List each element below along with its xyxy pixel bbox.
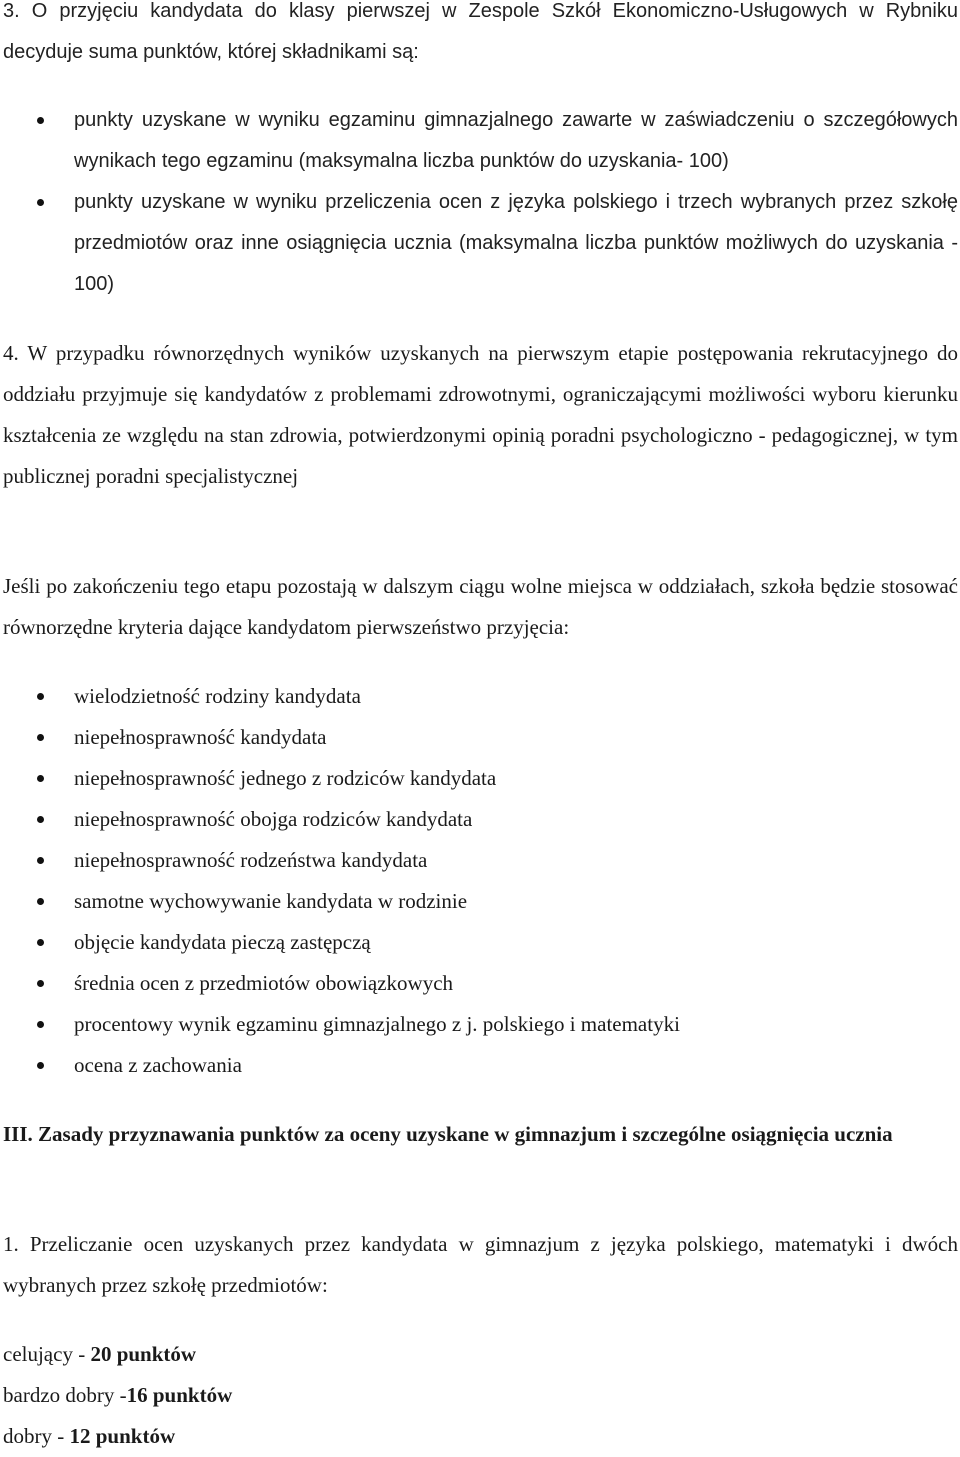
grade-row [3,1334,958,1375]
bullet-icon [37,775,44,782]
bullet-icon [37,898,44,905]
followup-paragraph: Jeśli po zakończeniu tego etapu pozostają w dalszym ciągu wolne miejsca w oddziałach, szkoła będzie stosować równorzędne kryteria dające kandydatom pierwszeństwo przyjęcia: [3,574,958,639]
list-item-text: niepełnosprawność kandydata [74,725,327,749]
list-item-text: ocena z zachowania [74,1053,242,1077]
list-item [3,100,958,182]
list-item [3,881,958,922]
list-item-text: punkty uzyskane w wyniku egzaminu gimnazjalnego zawarte w zaświadczeniu o szczegółowych wynikach tego egzaminu (maksymalna liczba punktów do uzyskania- 100) [74,109,958,172]
section-iii-heading: III. Zasady przyznawania punktów za oceny uzyskane w gimnazjum i szczególne osiągnięcia ucznia [3,1122,893,1146]
grade-label: bardzo dobry - [3,1383,127,1407]
list-item-text: niepełnosprawność jednego z rodziców kandydata [74,766,497,790]
list-item-text: procentowy wynik egzaminu gimnazjalnego z j. polskiego i matematyki [74,1012,680,1036]
list-item-text: niepełnosprawność obojga rodziców kandydata [74,807,473,831]
bullet-icon [37,199,44,206]
points-components-list [3,100,958,305]
bullet-icon [37,734,44,741]
criteria-list [3,676,958,1086]
criteria-block [3,676,958,1086]
section-4-followup [3,566,958,648]
list-item-text: wielodzietność rodziny kandydata [74,684,361,708]
list-item-text: samotne wychowywanie kandydata w rodzinie [74,889,468,913]
section-4-paragraph: 4. W przypadku równorzędnych wyników uzyskanych na pierwszym etapie postępowania rekrutacyjnego do oddziału przyjmuje się kandydatów z problemami zdrowotnymi, ograniczającymi możliwości wyboru kierunku kształcenia ze względu na stan zdrowia, potwierdzonymi opinią poradni psychologiczno - pedagogicznej, w tym publicznej poradni specjalistycznej [3,341,958,488]
section-4 [3,333,958,497]
list-item [3,963,958,1004]
list-item [3,182,958,305]
grade-label: celujący - [3,1342,91,1366]
list-item [3,676,958,717]
bullet-icon [37,939,44,946]
section-3-bullets [3,100,958,305]
section-3 [3,0,958,73]
grades-block [3,1334,958,1457]
grade-label: dobry - [3,1424,70,1448]
bullet-icon [37,693,44,700]
grade-row [3,1375,958,1416]
section-3-paragraph: 3. O przyjęciu kandydata do klasy pierwszej w Zespole Szkół Ekonomiczno-Usługowych w Rybniku decyduje suma punktów, której składnikami są: [3,0,958,63]
list-item-text: objęcie kandydata pieczą zastępczą [74,930,371,954]
bullet-icon [37,1021,44,1028]
list-item [3,758,958,799]
bullet-icon [37,117,44,124]
bullet-icon [37,816,44,823]
grade-points: 12 punktów [69,1424,176,1448]
list-item [3,840,958,881]
section-iii-point-1 [3,1224,958,1306]
list-item-text: punkty uzyskane w wyniku przeliczenia ocen z języka polskiego i trzech wybranych przez szkołę przedmiotów oraz inne osiągnięcia ucznia (maksymalna liczba punktów możliwych do uzyskania - 100) [74,191,958,295]
list-item [3,922,958,963]
grade-points: 20 punktów [90,1342,197,1366]
grade-points: 16 punktów [126,1383,233,1407]
bullet-icon [37,1062,44,1069]
point-1-paragraph: 1. Przeliczanie ocen uzyskanych przez kandydata w gimnazjum z języka polskiego, matematyki i dwóch wybranych przez szkołę przedmiotów: [3,1232,958,1297]
bullet-icon [37,857,44,864]
list-item [3,1045,958,1086]
bullet-icon [37,980,44,987]
list-item-text: średnia ocen z przedmiotów obowiązkowych [74,971,454,995]
list-item-text: niepełnosprawność rodzeństwa kandydata [74,848,428,872]
list-item [3,717,958,758]
list-item [3,1004,958,1045]
list-item [3,799,958,840]
section-iii [3,1114,958,1155]
